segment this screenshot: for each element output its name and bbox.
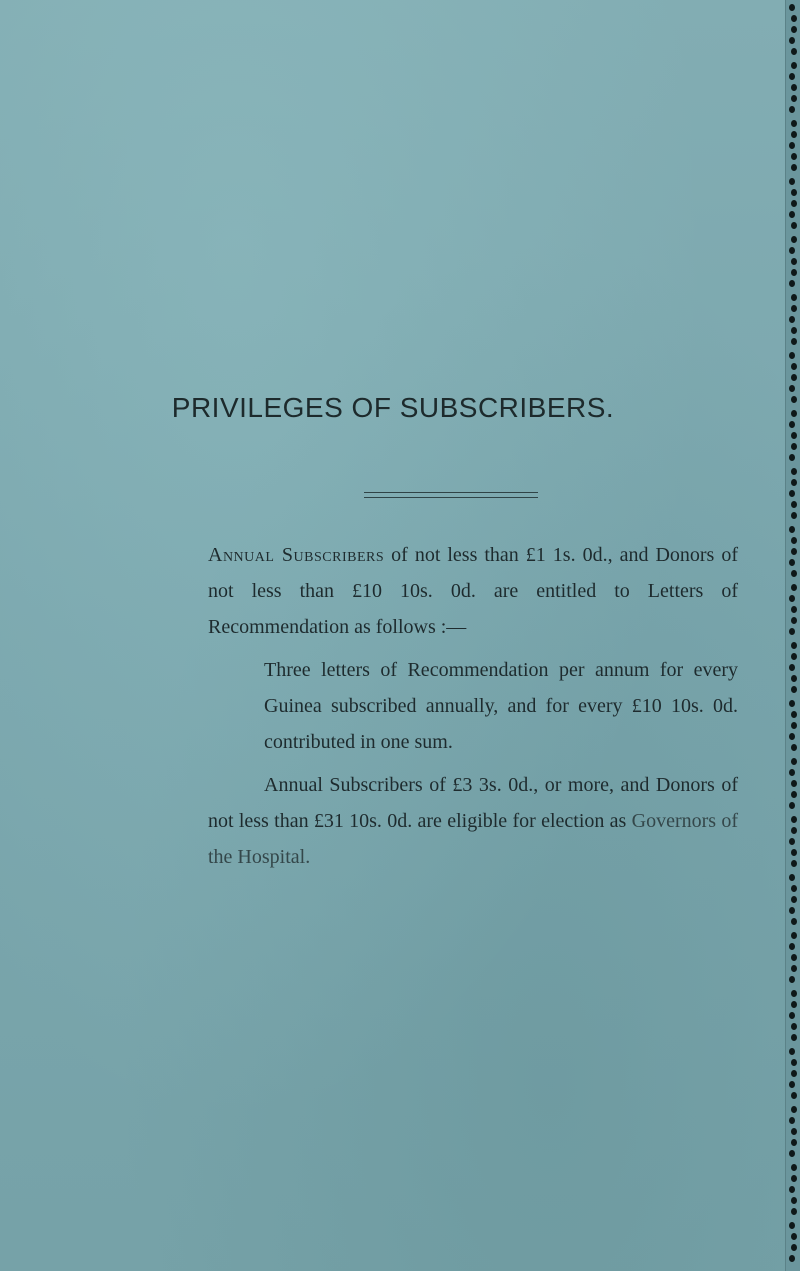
annual-subscribers-lead: Annual Subscribers (208, 544, 385, 566)
binding-hole (791, 1197, 797, 1204)
binding-hole (789, 247, 795, 254)
page-title: PRIVILEGES OF SUBSCRIBERS. (171, 392, 615, 423)
binding-hole (789, 1222, 795, 1229)
binding-hole (791, 990, 797, 997)
binding-hole (791, 269, 797, 276)
binding-hole (789, 421, 795, 428)
binding-hole (791, 780, 797, 787)
binding-hole (789, 142, 795, 149)
binding-hole (789, 1150, 795, 1157)
binding-hole (789, 1117, 795, 1124)
binding-hole (791, 26, 797, 33)
paragraph-governors (208, 767, 738, 875)
binding-hole (791, 548, 797, 555)
binding-hole (791, 294, 797, 301)
binding-hole (791, 153, 797, 160)
binding-hole (789, 943, 795, 950)
binding-hole (789, 352, 795, 359)
binding-hole (791, 711, 797, 718)
binding-hole (789, 802, 795, 809)
binding-hole (791, 15, 797, 22)
binding-hole (791, 860, 797, 867)
binding-hole (791, 236, 797, 243)
binding-hole (791, 1034, 797, 1041)
binding-hole (791, 396, 797, 403)
binding-hole (791, 686, 797, 693)
paragraph3-text: Annual Subscribers of £3 3s. 0d., or more, and Donors of not less than £31 10s. 0d. are eligible for election as (208, 774, 738, 832)
binding-hole (791, 338, 797, 345)
binding-hole (791, 827, 797, 834)
binding-hole (789, 1012, 795, 1019)
binding-hole (791, 410, 797, 417)
binding-hole (791, 954, 797, 961)
binding-hole (789, 1048, 795, 1055)
binding-hole (791, 1244, 797, 1251)
binding-hole (791, 816, 797, 823)
binding-hole (791, 918, 797, 925)
binding-hole (791, 1001, 797, 1008)
binding-hole (789, 664, 795, 671)
binding-hole (791, 758, 797, 765)
binding-hole (791, 48, 797, 55)
binding-hole (791, 1164, 797, 1171)
binding-hole (789, 1255, 795, 1262)
binding-hole (789, 769, 795, 776)
paragraph3-tail: Governors of the Hospital. (208, 810, 738, 868)
binding-hole (789, 454, 795, 461)
binding-hole (791, 965, 797, 972)
binding-hole (789, 4, 795, 11)
binding-hole (789, 976, 795, 983)
binding-hole (789, 37, 795, 44)
binding-hole (791, 1233, 797, 1240)
binding-hole (791, 468, 797, 475)
binding-edge (785, 0, 800, 1271)
binding-hole (791, 512, 797, 519)
paragraph-three-letters: Three letters of Recommendation per annum for every Guinea subscribed annually, and for every £10 10s. 0d. contributed in one sum. (264, 659, 738, 753)
binding-hole (791, 200, 797, 207)
binding-hole (791, 849, 797, 856)
binding-hole (789, 874, 795, 881)
binding-hole (791, 1208, 797, 1215)
binding-hole (791, 84, 797, 91)
binding-hole (791, 642, 797, 649)
binding-hole (791, 885, 797, 892)
binding-hole (789, 628, 795, 635)
binding-hole (791, 501, 797, 508)
binding-hole (791, 164, 797, 171)
title-divider (364, 492, 538, 498)
binding-hole (789, 385, 795, 392)
binding-hole (789, 700, 795, 707)
binding-hole (789, 316, 795, 323)
binding-hole (791, 120, 797, 127)
binding-hole (791, 189, 797, 196)
binding-hole (791, 1139, 797, 1146)
binding-hole (789, 733, 795, 740)
binding-hole (789, 73, 795, 80)
binding-hole (789, 1186, 795, 1193)
binding-hole (789, 211, 795, 218)
binding-hole (789, 178, 795, 185)
binding-hole (791, 1070, 797, 1077)
binding-hole (791, 305, 797, 312)
binding-hole (791, 363, 797, 370)
binding-hole (791, 95, 797, 102)
binding-hole (791, 791, 797, 798)
binding-hole (791, 258, 797, 265)
binding-hole (791, 932, 797, 939)
paragraph1-text: of not less than £1 1s. 0d., and Donors of not less than £10 10s. 0d. are entitled to Letters of Recommendation as follows :— (208, 544, 738, 638)
binding-hole (791, 131, 797, 138)
binding-hole (789, 595, 795, 602)
binding-hole (791, 722, 797, 729)
binding-hole (789, 526, 795, 533)
binding-hole (791, 1059, 797, 1066)
binding-hole (789, 838, 795, 845)
binding-hole (791, 537, 797, 544)
binding-hole (791, 1023, 797, 1030)
binding-hole (791, 1128, 797, 1135)
binding-hole (791, 584, 797, 591)
binding-hole (789, 280, 795, 287)
binding-hole (791, 896, 797, 903)
binding-hole (791, 432, 797, 439)
binding-hole (791, 327, 797, 334)
binding-hole (789, 106, 795, 113)
binding-hole (791, 606, 797, 613)
binding-hole (791, 479, 797, 486)
paragraph-letters-of-recommendation (208, 537, 738, 645)
binding-hole (791, 653, 797, 660)
binding-hole (791, 570, 797, 577)
binding-hole (791, 1106, 797, 1113)
binding-hole (791, 744, 797, 751)
binding-hole (789, 559, 795, 566)
binding-hole (789, 907, 795, 914)
binding-hole (791, 1175, 797, 1182)
binding-hole (791, 443, 797, 450)
binding-hole (789, 490, 795, 497)
binding-hole (791, 374, 797, 381)
binding-hole (791, 617, 797, 624)
binding-hole (791, 222, 797, 229)
binding-hole (789, 1081, 795, 1088)
binding-hole (791, 62, 797, 69)
binding-hole (791, 675, 797, 682)
binding-hole (791, 1092, 797, 1099)
